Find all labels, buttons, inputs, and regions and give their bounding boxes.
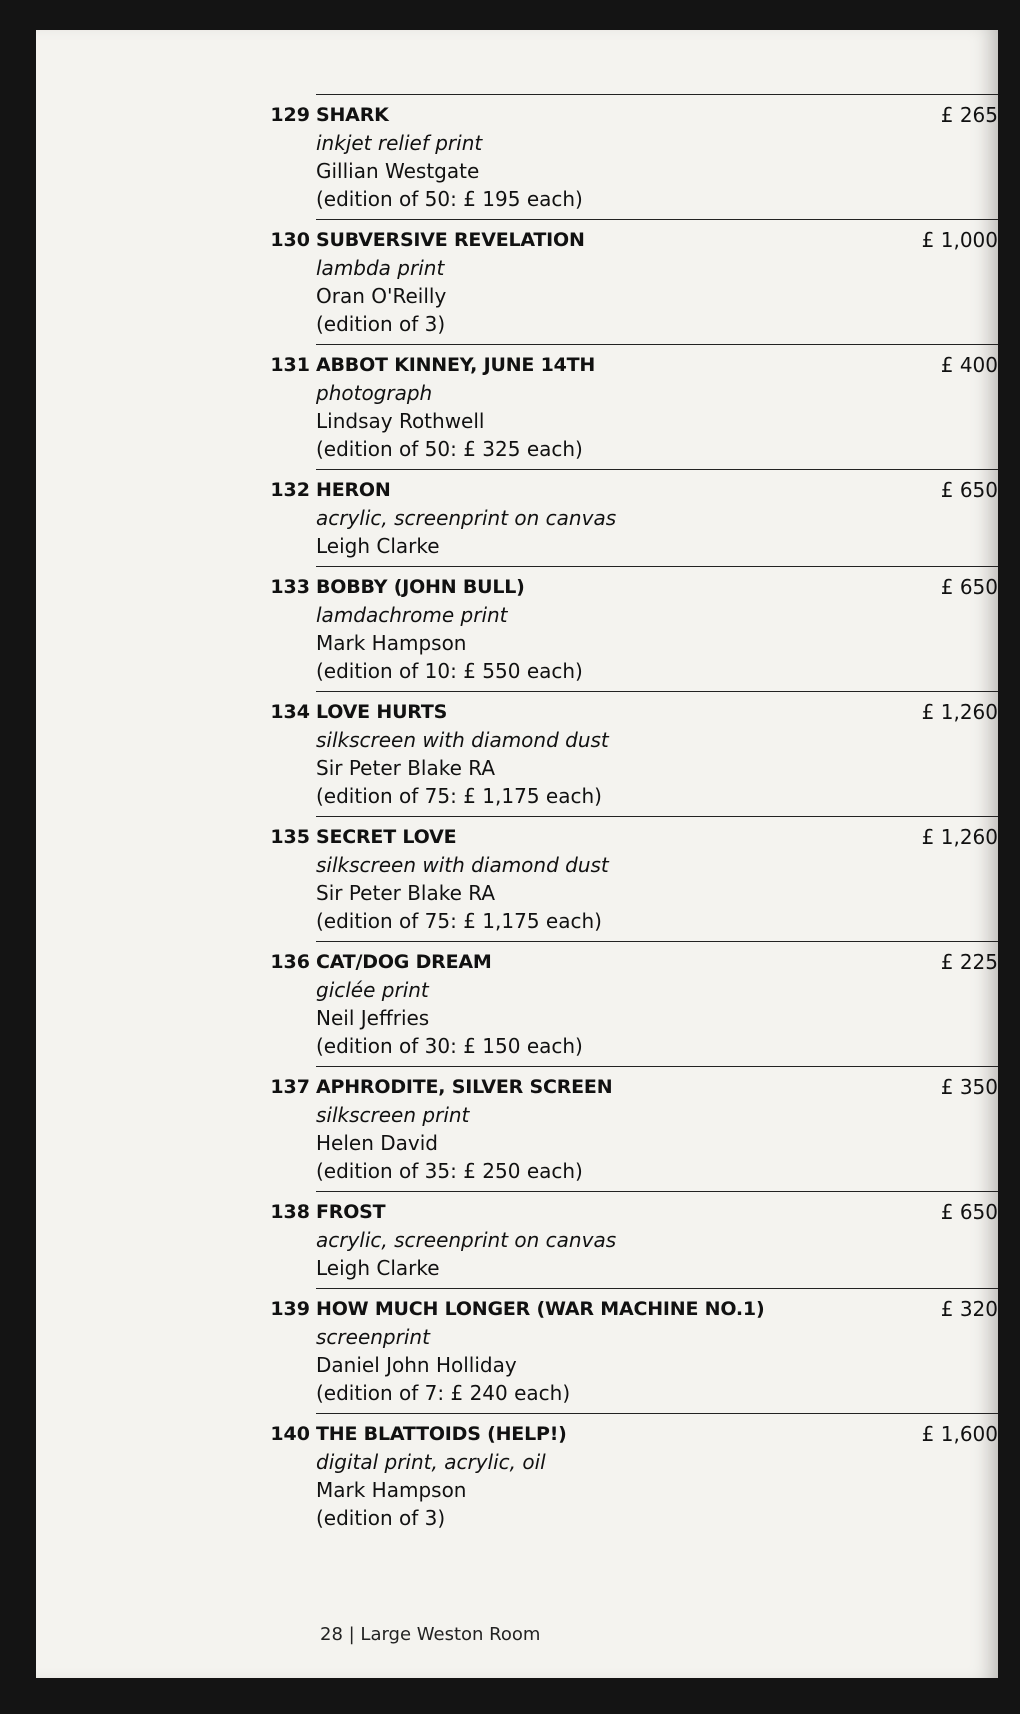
artist-name: Leigh Clarke xyxy=(316,534,440,558)
lot-price: £ 400 xyxy=(940,353,998,377)
edition-info: (edition of 50: £ 195 each) xyxy=(316,187,583,211)
artwork-medium: digital print, acrylic, oil xyxy=(316,1450,546,1474)
artwork-medium: inkjet relief print xyxy=(316,131,483,155)
edition-info: (edition of 30: £ 150 each) xyxy=(316,1034,583,1058)
catalogue-entry xyxy=(270,1288,998,1413)
artwork-medium: silkscreen print xyxy=(316,1103,470,1127)
lot-number: 134 xyxy=(270,701,310,723)
lot-number: 138 xyxy=(270,1201,310,1223)
artwork-title: HERON xyxy=(316,479,391,501)
artwork-title: APHRODITE, SILVER SCREEN xyxy=(316,1076,613,1098)
artwork-title: SUBVERSIVE REVELATION xyxy=(316,229,585,251)
catalogue-entry xyxy=(270,566,998,691)
catalogue-page xyxy=(36,30,998,1678)
artwork-medium: silkscreen with diamond dust xyxy=(316,728,609,752)
catalogue-entry xyxy=(270,1066,998,1191)
artist-name: Daniel John Holliday xyxy=(316,1353,517,1377)
edition-info: (edition of 7: £ 240 each) xyxy=(316,1381,571,1405)
artwork-title: CAT/DOG DREAM xyxy=(316,951,492,973)
page-footer: 28 | Large Weston Room xyxy=(320,1624,541,1645)
artwork-title: ABBOT KINNEY, JUNE 14TH xyxy=(316,354,596,376)
artist-name: Lindsay Rothwell xyxy=(316,409,485,433)
artwork-medium: lambda print xyxy=(316,256,445,280)
artwork-medium: photograph xyxy=(316,381,433,405)
lot-number: 132 xyxy=(270,479,310,501)
catalogue-entry xyxy=(270,344,998,469)
lot-price: £ 1,260 xyxy=(921,825,998,849)
artist-name: Gillian Westgate xyxy=(316,159,480,183)
lot-price: £ 350 xyxy=(940,1075,998,1099)
edition-info: (edition of 75: £ 1,175 each) xyxy=(316,909,602,933)
lot-number: 130 xyxy=(270,229,310,251)
catalogue-entry xyxy=(270,941,998,1066)
artwork-title: THE BLATTOIDS (HELP!) xyxy=(316,1423,567,1445)
edition-info: (edition of 35: £ 250 each) xyxy=(316,1159,583,1183)
catalogue-entry xyxy=(270,1191,998,1288)
lot-price: £ 650 xyxy=(940,1200,998,1224)
edition-info: (edition of 10: £ 550 each) xyxy=(316,659,583,683)
artwork-title: HOW MUCH LONGER (WAR MACHINE NO.1) xyxy=(316,1298,765,1320)
artwork-medium: giclée print xyxy=(316,978,429,1002)
lot-price: £ 650 xyxy=(940,575,998,599)
artwork-medium: silkscreen with diamond dust xyxy=(316,853,609,877)
catalogue-entry xyxy=(270,469,998,566)
lot-price: £ 320 xyxy=(940,1297,998,1321)
lot-number: 135 xyxy=(270,826,310,848)
lot-number: 129 xyxy=(270,104,310,126)
artwork-medium: acrylic, screenprint on canvas xyxy=(316,1228,617,1252)
catalogue-entry xyxy=(270,816,998,941)
artist-name: Mark Hampson xyxy=(316,631,467,655)
catalogue-entry xyxy=(270,94,998,219)
artist-name: Oran O'Reilly xyxy=(316,284,447,308)
edition-info: (edition of 3) xyxy=(316,1506,446,1530)
artwork-medium: acrylic, screenprint on canvas xyxy=(316,506,617,530)
artwork-title: SECRET LOVE xyxy=(316,826,457,848)
lot-price: £ 265 xyxy=(940,103,998,127)
lot-number: 131 xyxy=(270,354,310,376)
edition-info: (edition of 50: £ 325 each) xyxy=(316,437,583,461)
artist-name: Sir Peter Blake RA xyxy=(316,881,496,905)
edition-info: (edition of 75: £ 1,175 each) xyxy=(316,784,602,808)
artwork-title: BOBBY (JOHN BULL) xyxy=(316,576,525,598)
artist-name: Leigh Clarke xyxy=(316,1256,440,1280)
catalogue-entry xyxy=(270,1413,998,1538)
lot-number: 139 xyxy=(270,1298,310,1320)
artist-name: Helen David xyxy=(316,1131,438,1155)
artwork-title: LOVE HURTS xyxy=(316,701,448,723)
lot-number: 133 xyxy=(270,576,310,598)
lot-price: £ 650 xyxy=(940,478,998,502)
artist-name: Neil Jeffries xyxy=(316,1006,430,1030)
lot-price: £ 1,260 xyxy=(921,700,998,724)
artwork-title: FROST xyxy=(316,1201,386,1223)
lot-price: £ 1,600 xyxy=(921,1422,998,1446)
lot-price: £ 1,000 xyxy=(921,228,998,252)
edition-info: (edition of 3) xyxy=(316,312,446,336)
catalogue-entry xyxy=(270,691,998,816)
artwork-medium: screenprint xyxy=(316,1325,430,1349)
lot-number: 136 xyxy=(270,951,310,973)
catalogue-list xyxy=(36,94,998,1538)
artwork-medium: lamdachrome print xyxy=(316,603,508,627)
catalogue-entry xyxy=(270,219,998,344)
artist-name: Mark Hampson xyxy=(316,1478,467,1502)
lot-number: 140 xyxy=(270,1423,310,1445)
lot-price: £ 225 xyxy=(940,950,998,974)
artwork-title: SHARK xyxy=(316,104,389,126)
artist-name: Sir Peter Blake RA xyxy=(316,756,496,780)
lot-number: 137 xyxy=(270,1076,310,1098)
